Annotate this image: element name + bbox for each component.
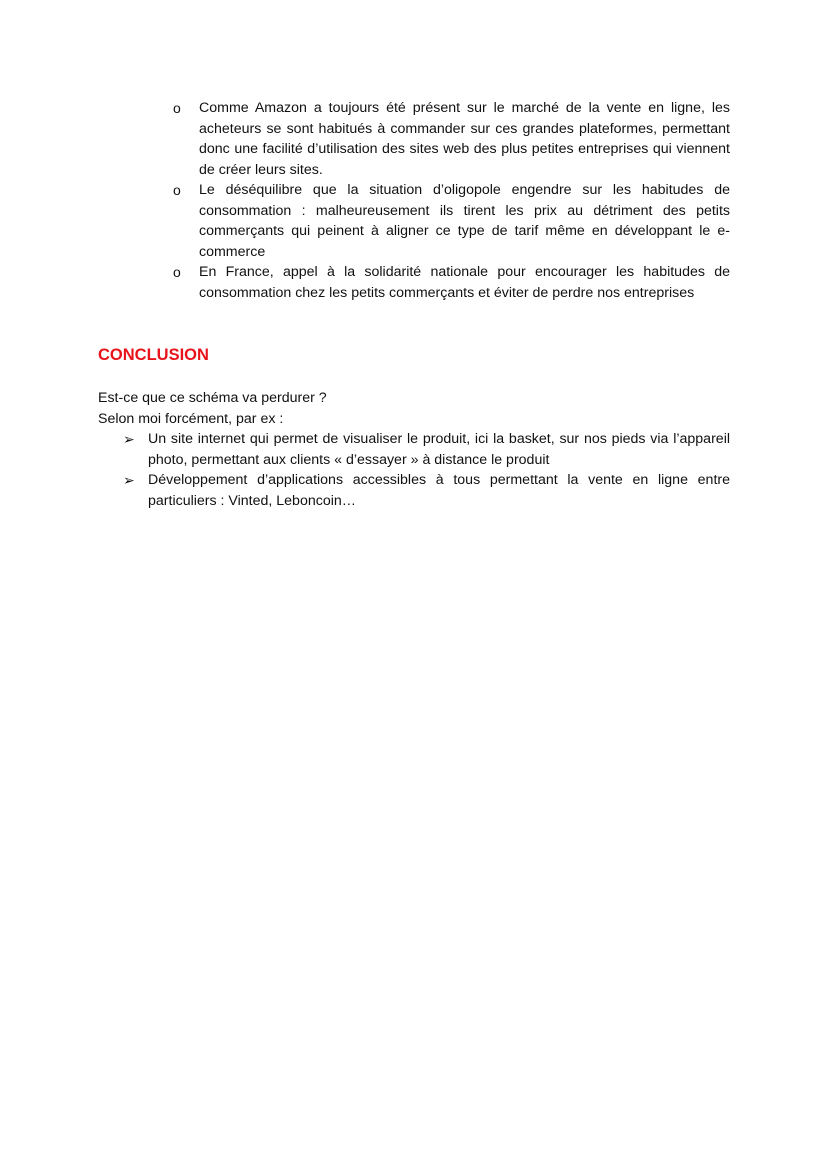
list-item bbox=[98, 470, 730, 511]
arrow-bullet-icon: ➢ bbox=[123, 472, 135, 488]
list-item bbox=[98, 429, 730, 470]
list-item bbox=[160, 180, 730, 262]
arrow-bullet-icon: ➢ bbox=[123, 431, 135, 447]
conclusion-intro bbox=[98, 388, 728, 429]
circle-bullet-icon: o bbox=[173, 182, 181, 198]
list-item bbox=[160, 262, 730, 303]
circle-bullet-icon: o bbox=[173, 264, 181, 280]
arrow-bullet-list bbox=[98, 429, 730, 511]
conclusion-question: Est-ce que ce schéma va perdurer ? bbox=[98, 390, 327, 406]
list-item-text: Comme Amazon a toujours été présent sur le marché de la vente en ligne, les acheteurs se sont habitués à commander sur ces grandes plateformes, permettant donc une facilité d’utilisation des sites web des plus petites entreprises qui viennent de créer leurs sites. bbox=[199, 100, 730, 178]
conclusion-lead: Selon moi forcément, par ex : bbox=[98, 410, 284, 427]
list-item bbox=[160, 98, 730, 180]
circle-bullet-list bbox=[160, 98, 730, 303]
circle-bullet-icon: o bbox=[173, 100, 181, 116]
section-heading-conclusion: CONCLUSION bbox=[98, 346, 209, 364]
list-item-text: En France, appel à la solidarité nationale pour encourager les habitudes de consommation chez les petits commerçants et éviter de perdre nos entreprises bbox=[199, 264, 730, 301]
list-item-text: Un site internet qui permet de visualiser le produit, ici la basket, sur nos pieds via l’appareil photo, permettant aux clients « d’essayer » à distance le produit bbox=[148, 431, 730, 468]
list-item-text: Développement d’applications accessibles à tous permettant la vente en ligne entre particuliers : Vinted, Leboncoin… bbox=[148, 472, 730, 509]
list-item-text: Le déséquilibre que la situation d’oligopole engendre sur les habitudes de consommation : malheureusement ils tirent les prix au détriment des petits commerçants qui peinent à aligner ce type de tarif même en développant le e-commerce bbox=[199, 182, 730, 260]
